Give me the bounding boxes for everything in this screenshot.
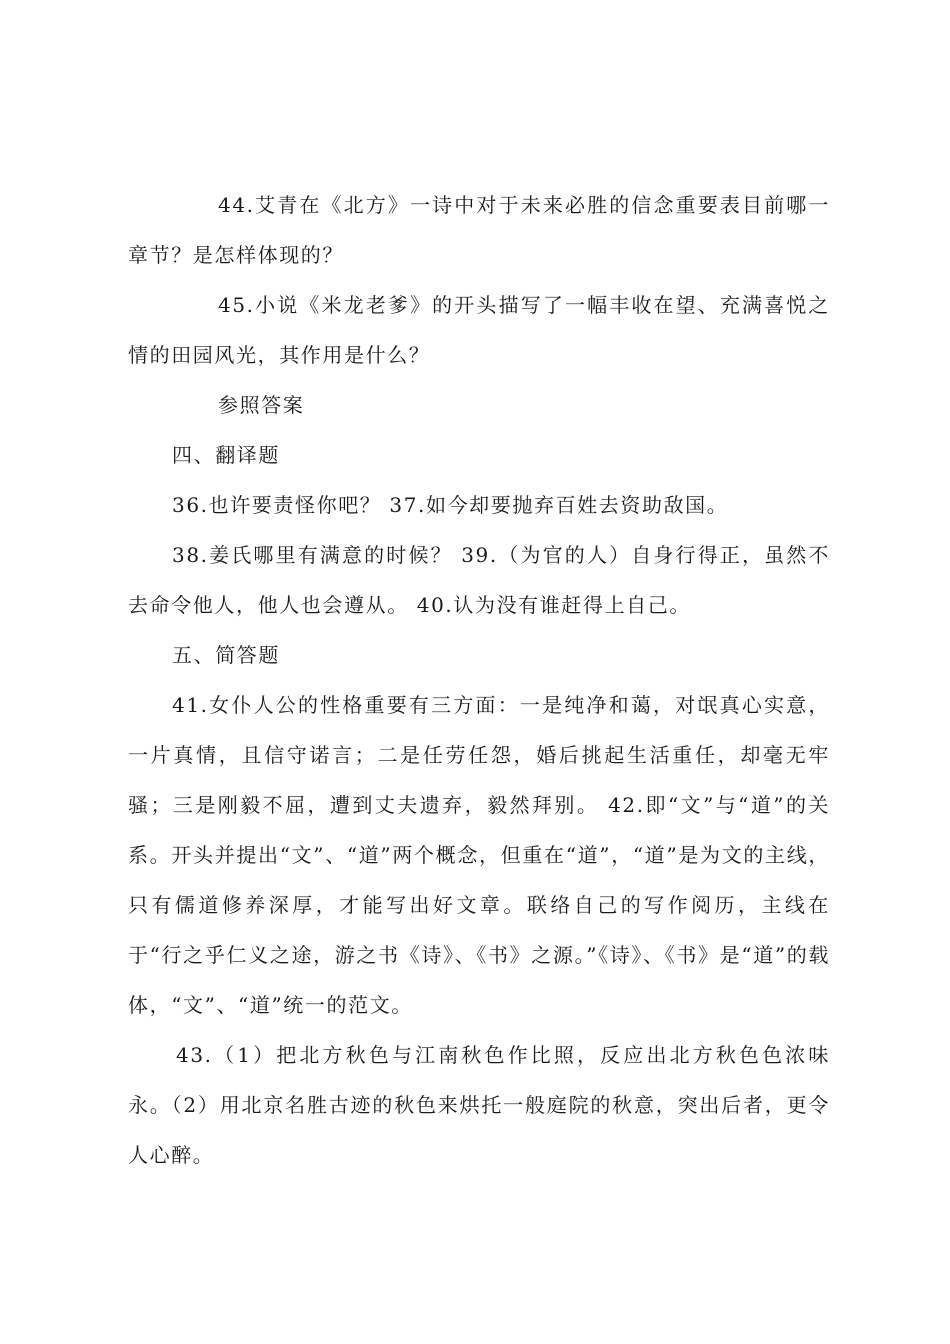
answers-36-37: 36.也许要责怪你吧？ 37.如今却要抛弃百姓去资助敌国。 xyxy=(172,493,729,517)
question-45: 45.小说《米龙老爹》的开头描写了一幅丰收在望、充满喜悦之情的田园风光，其作用是什么？ xyxy=(128,293,830,367)
answers-heading: 参照答案 xyxy=(218,393,305,417)
section-translation-heading: 四、翻译题 xyxy=(172,443,280,467)
section-short-answer-heading: 五、简答题 xyxy=(172,643,280,667)
question-44: 44.艾青在《北方》一诗中对于未来必胜的信念重要表目前哪一章节？是怎样体现的？ xyxy=(128,193,830,267)
answer-43: 43.（1）把北方秋色与江南秋色作比照，反应出北方秋色色浓味永。（2）用北京名胜古迹的秋色来烘托一般庭院的秋意，突出后者，更令人心醉。 xyxy=(128,1043,830,1167)
answers-41-42: 41.女仆人公的性格重要有三方面：一是纯净和蔼，对氓真心实意，一片真情，且信守诺言；二是任劳任怨，婚后挑起生活重任，却毫无牢骚；三是刚毅不屈，遭到丈夫遗弃，毅然拜别。 42.即“文”与“道”的关系。开头并提出“文”、“道”两个概念，但重在“道”，“道”是为文的主线，只有儒道修养深厚，才能写出好文章。联络自己的写作阅历，主线在于“行之乎仁义之途，游之书《诗》、《书》之源。”《诗》、《书》是“道”的载体，“文”、“道”统一的范文。 xyxy=(128,693,830,1017)
answers-38-40: 38.姜氏哪里有满意的时候？ 39.（为官的人）自身行得正，虽然不去命令他人，他人也会遵从。 40.认为没有谁赶得上自己。 xyxy=(128,543,830,617)
